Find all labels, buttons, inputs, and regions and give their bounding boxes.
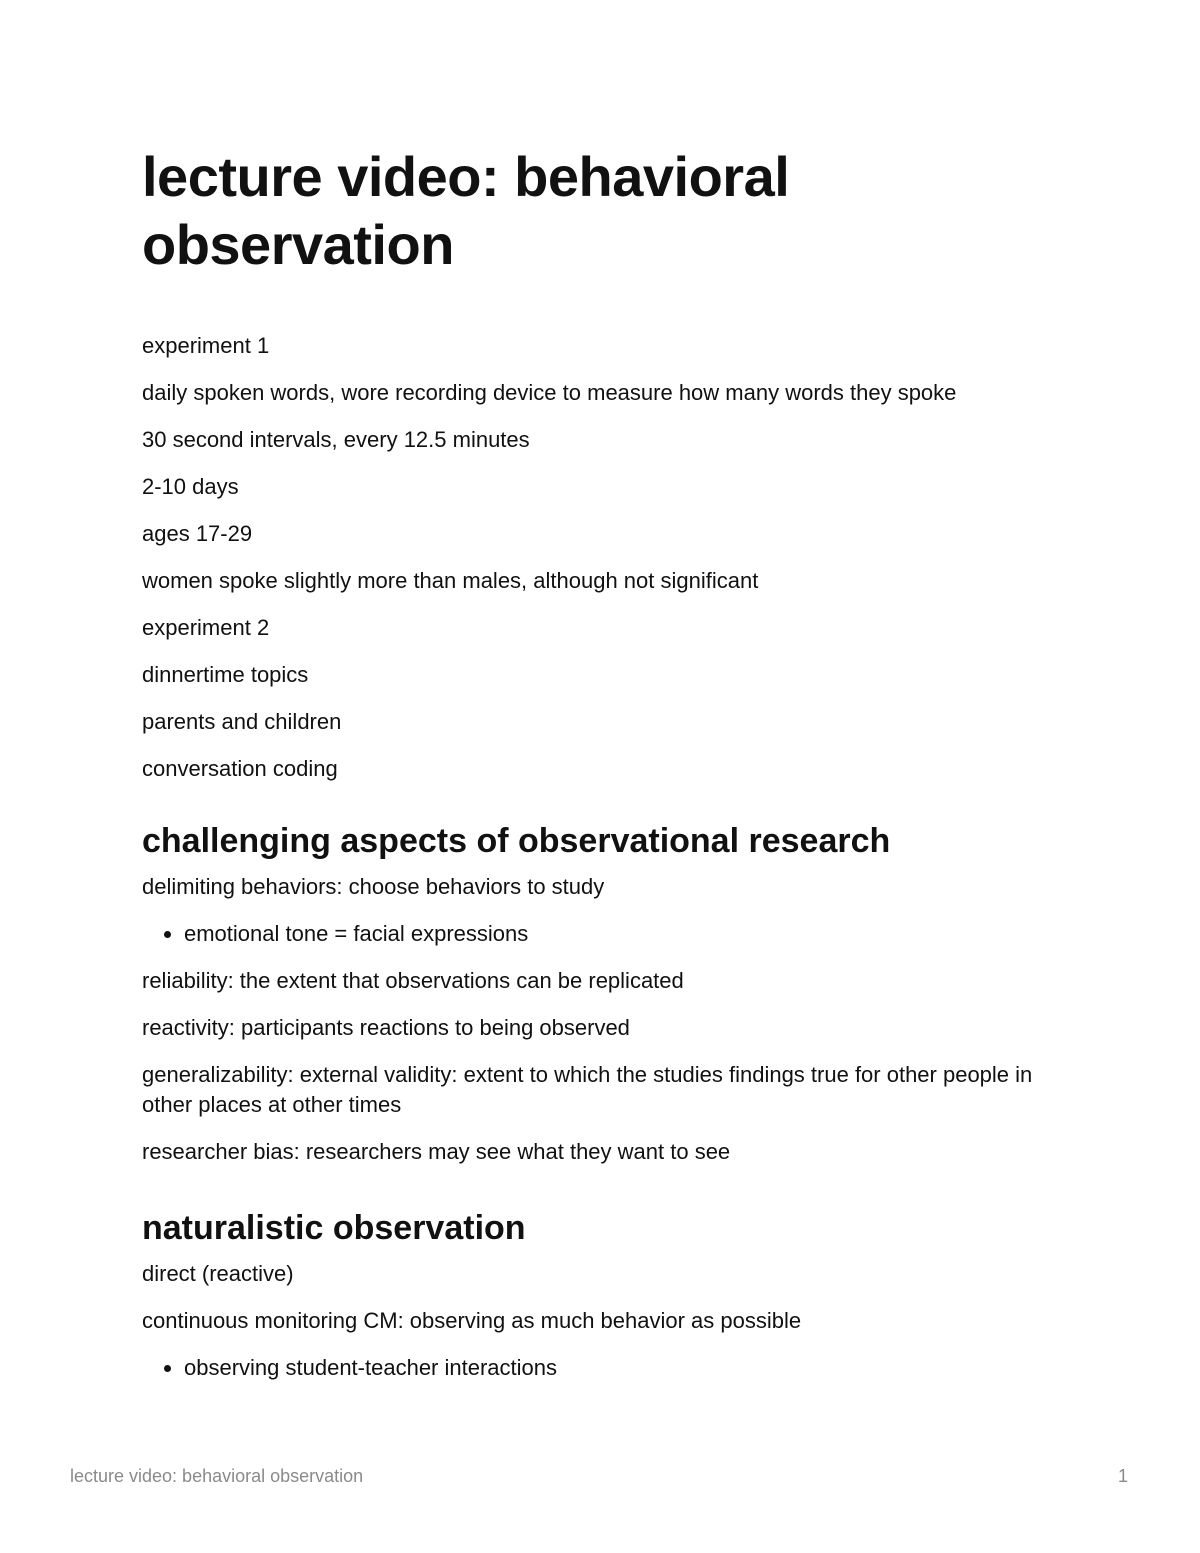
line-generalizability: generalizability: external validity: extent to which the studies findings true for other people in other places at other times (142, 1062, 1033, 1117)
line-women-spoke: women spoke slightly more than males, although not significant (142, 568, 759, 593)
page-title: lecture video: behavioral observation (142, 145, 790, 276)
line-days: 2-10 days (142, 474, 239, 499)
line-direct-reactive: direct (reactive) (142, 1261, 294, 1286)
bullet-list-observing (142, 1353, 1042, 1383)
line-continuous-monitoring: continuous monitoring CM: observing as much behavior as possible (142, 1308, 802, 1333)
list-item: • observing student-teacher interactions (184, 1353, 1042, 1383)
line-reactivity: reactivity: participants reactions to being observed (142, 1015, 630, 1040)
heading-challenging-aspects: challenging aspects of observational research (142, 822, 891, 860)
heading-naturalistic-observation: naturalistic observation (142, 1209, 526, 1247)
line-ages: ages 17-29 (142, 521, 253, 546)
line-researcher-bias: researcher bias: researchers may see what they want to see (142, 1139, 731, 1164)
line-intervals: 30 second intervals, every 12.5 minutes (142, 427, 530, 452)
bullet-list-emotional (142, 919, 1042, 949)
line-dinnertime-topics: dinnertime topics (142, 662, 309, 687)
footer-title: lecture video: behavioral observation (70, 1466, 364, 1486)
line-delimiting-behaviors: delimiting behaviors: choose behaviors to study (142, 874, 605, 899)
line-daily-spoken-words: daily spoken words, wore recording device to measure how many words they spoke (142, 380, 957, 405)
page-content (142, 143, 1042, 1400)
line-parents-children: parents and children (142, 709, 342, 734)
line-experiment-2: experiment 2 (142, 615, 270, 640)
line-conversation-coding: conversation coding (142, 756, 338, 781)
line-reliability: reliability: the extent that observations can be replicated (142, 968, 684, 993)
line-experiment-1: experiment 1 (142, 333, 270, 358)
footer-page-number: 1 (1117, 1466, 1128, 1486)
list-item: • emotional tone = facial expressions (184, 919, 1042, 949)
